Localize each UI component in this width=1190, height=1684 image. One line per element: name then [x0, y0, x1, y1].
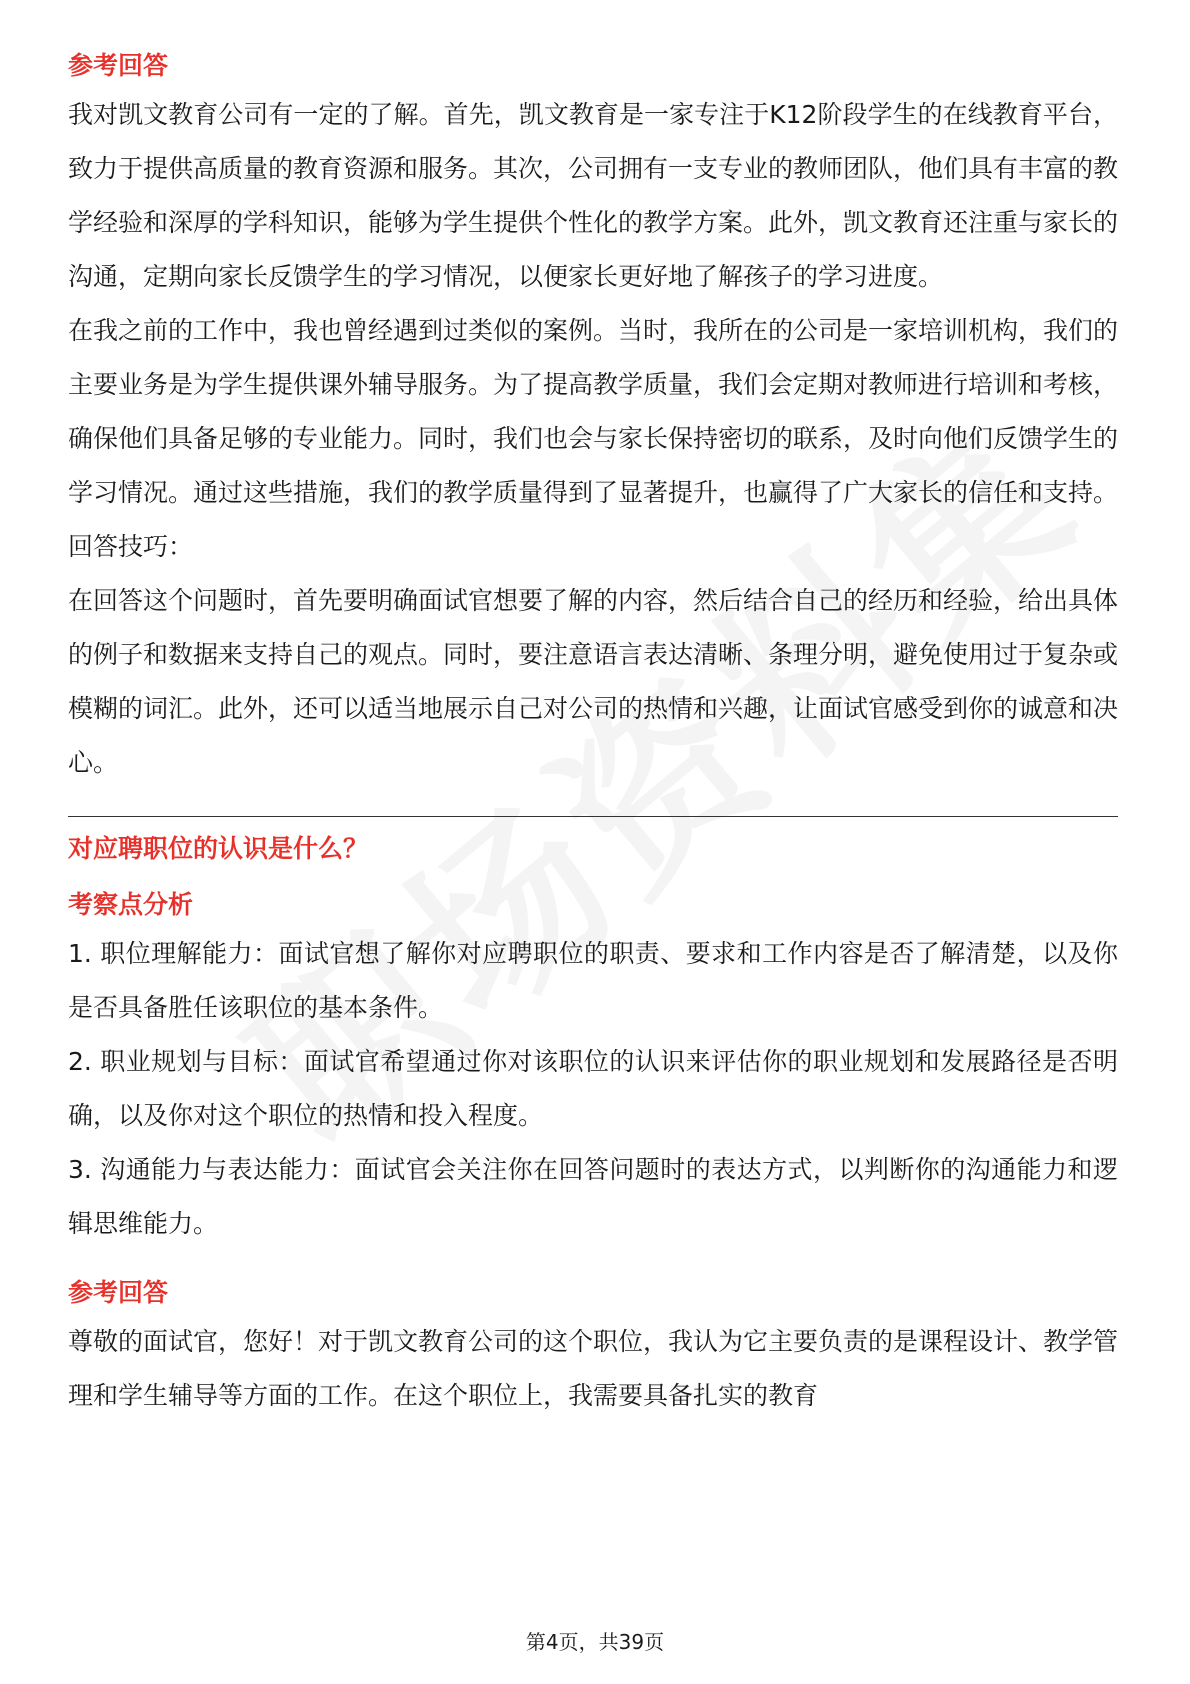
question-title: 对应聘职位的认识是什么？	[68, 834, 369, 863]
analysis-heading: 考察点分析	[68, 890, 194, 919]
analysis-point-1: 1. 职位理解能力：面试官想了解你对应聘职位的职责、要求和工作内容是否了解清楚，以及你是否具备胜任该职位的基本条件。	[68, 939, 1118, 1022]
answer-paragraph-2: 在我之前的工作中，我也曾经遇到过类似的案例。当时，我所在的公司是一家培训机构，我们的主要业务是为学生提供课外辅导服务。为了提高教学质量，我们会定期对教师进行培训和考核，确保他们具备足够的专业能力。同时，我们也会与家长保持密切的联系，及时向他们反馈学生的学习情况。通过这些措施，我们的教学质量得到了显著提升，也赢得了广大家长的信任和支持。	[68, 316, 1119, 507]
reference-answer-heading: 参考回答	[68, 51, 169, 80]
answer-paragraph-3: 尊敬的面试官，您好！对于凯文教育公司的这个职位，我认为它主要负责的是课程设计、教学管理和学生辅导等方面的工作。在这个职位上，我需要具备扎实的教育	[68, 1327, 1119, 1410]
tips-label: 回答技巧：	[68, 532, 194, 561]
page-number: 第4页，共39页	[525, 1630, 665, 1654]
analysis-point-2: 2. 职业规划与目标：面试官希望通过你对该职位的认识来评估你的职业规划和发展路径是否明确，以及你对这个职位的热情和投入程度。	[68, 1047, 1118, 1130]
reference-answer-heading-2: 参考回答	[68, 1278, 169, 1307]
page-content	[68, 44, 1118, 1423]
analysis-point-3: 3. 沟通能力与表达能力：面试官会关注你在回答问题时的表达方式，以判断你的沟通能力和逻辑思维能力。	[68, 1155, 1118, 1238]
section-divider	[68, 816, 1118, 817]
answer-paragraph-1: 我对凯文教育公司有一定的了解。首先，凯文教育是一家专注于K12阶段学生的在线教育平台，致力于提供高质量的教育资源和服务。其次，公司拥有一支专业的教师团队，他们具有丰富的教学经验和深厚的学科知识，能够为学生提供个性化的教学方案。此外，凯文教育还注重与家长的沟通，定期向家长反馈学生的学习情况，以便家长更好地了解孩子的学习进度。	[68, 100, 1119, 291]
tips-paragraph: 在回答这个问题时，首先要明确面试官想要了解的内容，然后结合自己的经历和经验，给出具体的例子和数据来支持自己的观点。同时，要注意语言表达清晰、条理分明，避免使用过于复杂或模糊的词汇。此外，还可以适当地展示自己对公司的热情和兴趣，让面试官感受到你的诚意和决心。	[68, 586, 1119, 777]
